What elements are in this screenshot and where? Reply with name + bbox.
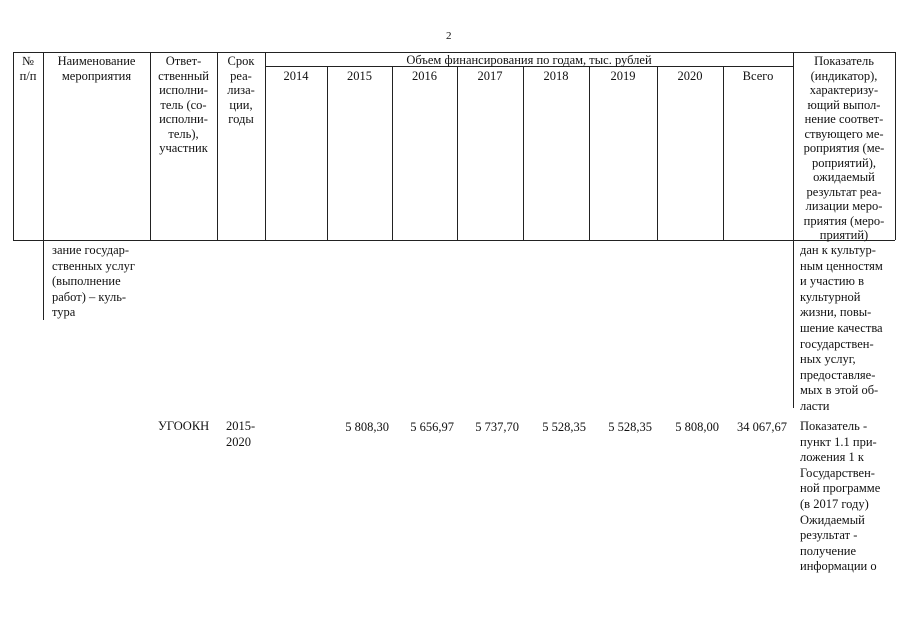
- row2-value-2015: 5 808,30: [345, 420, 389, 434]
- header-year-2014: 2014: [283, 69, 309, 83]
- header-year-2019: 2019: [610, 69, 636, 83]
- body-border-left: [43, 240, 44, 320]
- row2-value-total: 34 067,67: [737, 420, 787, 434]
- body-border-right: [793, 240, 794, 408]
- header-responsible: Ответ- ственный исполни- тель (со- исполни- тель), участник: [158, 54, 209, 155]
- col-border-2017: [523, 66, 524, 240]
- row1-indicator: дан к культур- ным ценностям и участию в культурной жизни, повы- шение качества государствен- ных услуг, предоставляе- мых в этой об- ласти: [800, 243, 883, 413]
- col-border-2018: [589, 66, 590, 240]
- header-year-2015: 2015: [347, 69, 372, 83]
- col-border-end: [895, 52, 896, 240]
- header-total: Всего: [742, 69, 774, 83]
- row2-responsible: УГООКН: [158, 419, 210, 433]
- row2-indicator: Показатель - пункт 1.1 при- ложения 1 к Государствен- ной программе (в 2017 году) Ожидаемый результат - получение информации о: [800, 419, 881, 574]
- header-year-2017: 2017: [477, 69, 503, 83]
- col-border-2016: [457, 66, 458, 240]
- row2-value-2019: 5 528,35: [608, 420, 652, 434]
- header-finance: Объем финансирования по годам, тыс. рублей: [406, 53, 652, 67]
- header-bottom-border: [13, 240, 895, 241]
- row2-term: 2015- 2020: [226, 419, 256, 449]
- col-border-2020: [723, 66, 724, 240]
- header-number: № п/п: [19, 54, 37, 83]
- header-year-2020: 2020: [677, 69, 703, 83]
- header-term: Срок реа- лиза- ции, годы: [227, 54, 255, 126]
- col-border-2015: [392, 66, 393, 240]
- page-number: 2: [446, 30, 452, 42]
- col-border-2019: [657, 66, 658, 240]
- header-year-2018: 2018: [543, 69, 569, 83]
- row2-value-2016: 5 656,97: [410, 420, 454, 434]
- header-year-2016: 2016: [412, 69, 437, 83]
- header-name: Наименование мероприятия: [57, 54, 136, 83]
- row2-value-2018: 5 528,35: [542, 420, 586, 434]
- row2-value-2017: 5 737,70: [475, 420, 519, 434]
- row1-name: зание государ- ственных услуг (выполнение работ) – куль- тура: [52, 243, 135, 320]
- header-indicator: Показатель (индикатор), характеризу- ющий выпол- нение соответ- ствующего ме- роприятия (ме- роприятий), ожидаемый результат реа- лизации меро- приятия (меро- приятий): [803, 54, 885, 242]
- row2-value-2020: 5 808,00: [675, 420, 719, 434]
- col-border-2014: [327, 66, 328, 240]
